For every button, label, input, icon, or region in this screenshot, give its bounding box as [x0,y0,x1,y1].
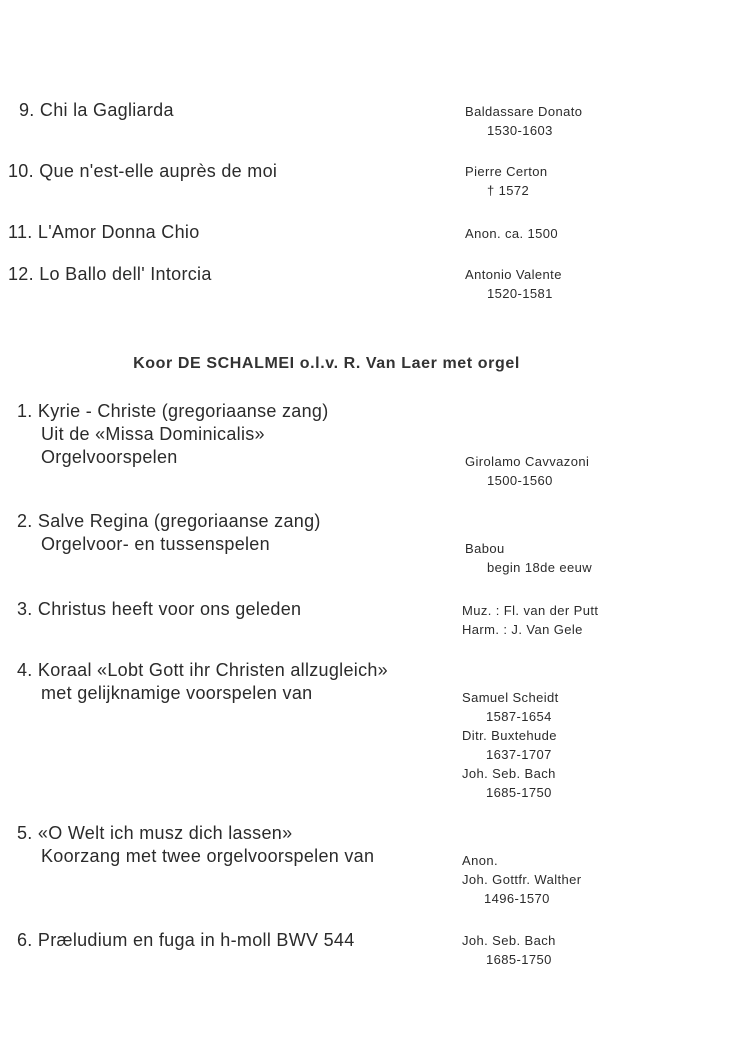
item-title: 5. «O Welt ich musz dich lassen» [17,823,293,843]
composer-dates: † 1572 [487,183,530,198]
composer-line: Joh. Gottfr. Walther [462,872,582,887]
program-item-1-composer [465,452,589,490]
program-item-9-composer [465,102,582,140]
item-title: 2. Salve Regina (gregoriaanse zang) [17,511,321,531]
item-line: Koorzang met twee orgelvoorspelen van [41,846,375,866]
program-item-9-title: 9. Chi la Gagliarda [19,100,174,120]
section-heading: Koor DE SCHALMEI o.l.v. R. Van Laer met orgel [133,355,520,372]
composer-dates: 1685-1750 [486,952,552,967]
composer-dates: begin 18de eeuw [487,560,593,575]
composer-name: Girolamo Cavvazoni [465,454,590,469]
program-item-2-composer [465,539,592,577]
program-item-5-composer [462,851,582,908]
item-title: 4. Koraal «Lobt Gott ihr Christen allzugleich» [17,660,388,680]
program-item-1-title [17,400,329,469]
composer-dates: 1685-1750 [486,785,552,800]
item-line: Orgelvoorspelen [41,447,178,467]
composer-name: Pierre Certon [465,164,548,179]
item-line: met gelijknamige voorspelen van [41,683,313,703]
composer-name: Ditr. Buxtehude [462,728,557,743]
program-item-10-title: 10. Que n'est-elle auprès de moi [8,161,278,181]
program-item-11-composer: Anon. ca. 1500 [465,226,559,241]
composer-line: Harm. : J. Van Gele [462,622,583,637]
program-item-3-title: 3. Christus heeft voor ons geleden [17,599,302,619]
composer-name: Babou [465,541,505,556]
program-item-6-composer [462,931,556,969]
composer-line: Anon. [462,853,498,868]
program-item-12-composer [465,265,562,303]
composer-name: Antonio Valente [465,267,562,282]
item-line: Uit de «Missa Dominicalis» [41,424,265,444]
program-item-11-title: 11. L'Amor Donna Chio [8,222,200,242]
composer-dates: 1587-1654 [486,709,552,724]
program-item-5-title [17,822,374,868]
program-item-6-title: 6. Præludium en fuga in h-moll BWV 544 [17,930,355,950]
composer-name: Joh. Seb. Bach [462,766,556,781]
composer-name: Joh. Seb. Bach [462,933,556,948]
composer-dates: 1496-1570 [484,891,550,906]
composer-dates: 1520-1581 [487,286,553,301]
composer-name: Baldassare Donato [465,104,583,119]
program-item-3-composer [462,601,598,639]
composer-name: Samuel Scheidt [462,690,559,705]
composer-dates: 1500-1560 [487,473,553,488]
composer-dates: 1530-1603 [487,123,553,138]
program-item-10-composer [465,162,548,200]
item-line: Orgelvoor- en tussenspelen [41,534,270,554]
program-item-2-title [17,510,321,556]
composer-line: Muz. : Fl. van der Putt [462,603,599,618]
program-item-4-composer [462,688,559,802]
item-title: 1. Kyrie - Christe (gregoriaanse zang) [17,401,329,421]
program-item-4-title [17,659,388,705]
program-item-12-title: 12. Lo Ballo dell' Intorcia [8,264,212,284]
composer-dates: 1637-1707 [486,747,552,762]
